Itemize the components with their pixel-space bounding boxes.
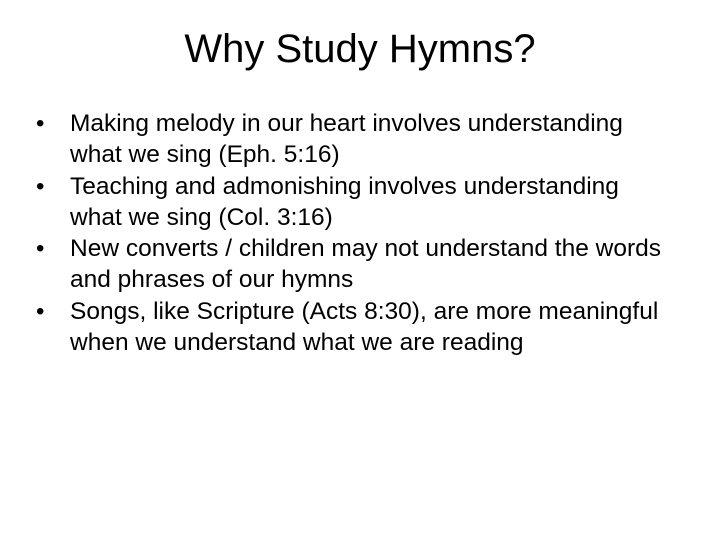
- bullet-text: Songs, like Scripture (Acts 8:30), are more meaningful when we understand what we are reading: [70, 297, 659, 357]
- bullet-text: Teaching and admonishing involves understanding what we sing (Col. 3:16): [70, 172, 619, 231]
- bullet-item: [36, 108, 676, 171]
- bullet-item: [36, 233, 676, 296]
- bullet-icon: •: [36, 110, 45, 137]
- bullet-item: [36, 296, 676, 359]
- bullet-icon: •: [36, 235, 45, 263]
- bullet-icon: •: [36, 297, 45, 325]
- bullet-list: [36, 108, 676, 358]
- bullet-text: Making melody in our heart involves understanding what we sing (Eph. 5:16): [70, 110, 623, 169]
- bullet-text: New converts / children may not understand the words and phrases of our hymns: [70, 235, 662, 294]
- slide-title: Why Study Hymns?: [184, 27, 536, 71]
- bullet-item: [36, 171, 676, 234]
- bullet-icon: •: [36, 172, 45, 200]
